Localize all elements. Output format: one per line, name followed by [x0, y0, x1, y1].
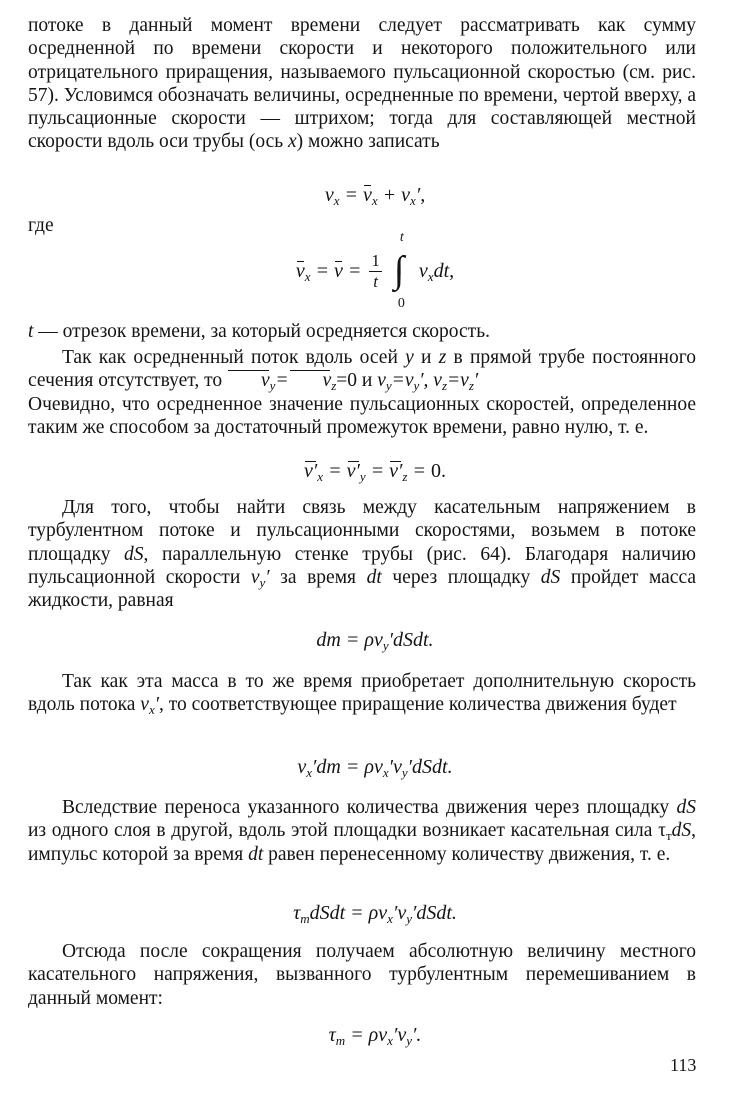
paragraph-1: потоке в данный момент времени следует рассматривать как сумму осредненной по времени скорости и некоторого положительного или отрицательного приращения, называемого пульсационной скоростью (см. рис. 57). Условимся обозначать величины, осредненные по времени, чертой вверху, а пульсационные скорости — штрихом; тогда для составляющей местной скорости вдоль оси трубы (ось x) можно записать — [28, 15, 696, 153]
equation-momentum: $v_x'dm$ = $\rho v_x'v_y'dSdt$. — [297, 756, 453, 780]
paragraph-5: Так как эта масса в то же время приобретает дополнительную скорость вдоль потока $v_x'$, то соответствующее приращение количества движения будет — [28, 671, 696, 718]
equation-time-average: $v_x = v$ = $\frac{1}{t}$ t ∫ 0 $v_xdt$, — [295, 230, 455, 311]
paragraph-where: где — [28, 215, 54, 236]
equation-mass: dm = $\rho v_y'dSdt$. — [316, 629, 434, 653]
equation-shear-stress: $\tau_т = \rho v_x'v_y'$. — [328, 1024, 422, 1048]
paragraph-4: Для того, чтобы найти связь между касательным напряжением в турбулентном потоке и пульсационными скоростями, возьмем в потоке площадку dS, параллельную стенке трубы (рис. 64). Благодаря наличию пульсационной скорости $v_y'$ за время dt через площадку dS пройдет масса жидкости, равная — [28, 497, 697, 612]
page-number: 113 — [670, 1055, 697, 1075]
equation-mean-pulsation-zero: $v'_x = v'_y = v'_z = 0$. — [304, 460, 446, 484]
paragraph-3: Так как осредненный поток вдоль осей y и z в прямой трубе постоянного сечения отсутствует, то $v_y= v_z=0$ и $v_y=v_y'$, $v_z=v_z'$ — [28, 347, 696, 394]
paragraph-7: Отсюда после сокращения получаем абсолютную величину местного касательного напряжения, вызванного турбулентным перемешиванием в данный момент: — [28, 941, 696, 1009]
paragraph-3-continued: Очевидно, что осредненное значение пульсационных скоростей, определенное таким же способом за достаточный промежуток времени, равно нулю, т. е. — [28, 394, 696, 439]
paragraph-t-definition: t — отрезок времени, за который осредняется скорость. — [28, 321, 490, 342]
paragraph-6: Вследствие переноса указанного количества движения через площадку dS из одного слоя в другой, вдоль этой площадки возникает касательная сила $\tau_тdS$, импульс которой за время dt равен перенесенному количеству движения, т. е. — [28, 797, 696, 865]
equation-impulse: $\tau_тdSdt$ = $\rho v_x'v_y'dSdt$. — [293, 902, 457, 926]
equation-velocity-decomposition: $v_x = v_x + v_x'$, — [324, 184, 426, 208]
